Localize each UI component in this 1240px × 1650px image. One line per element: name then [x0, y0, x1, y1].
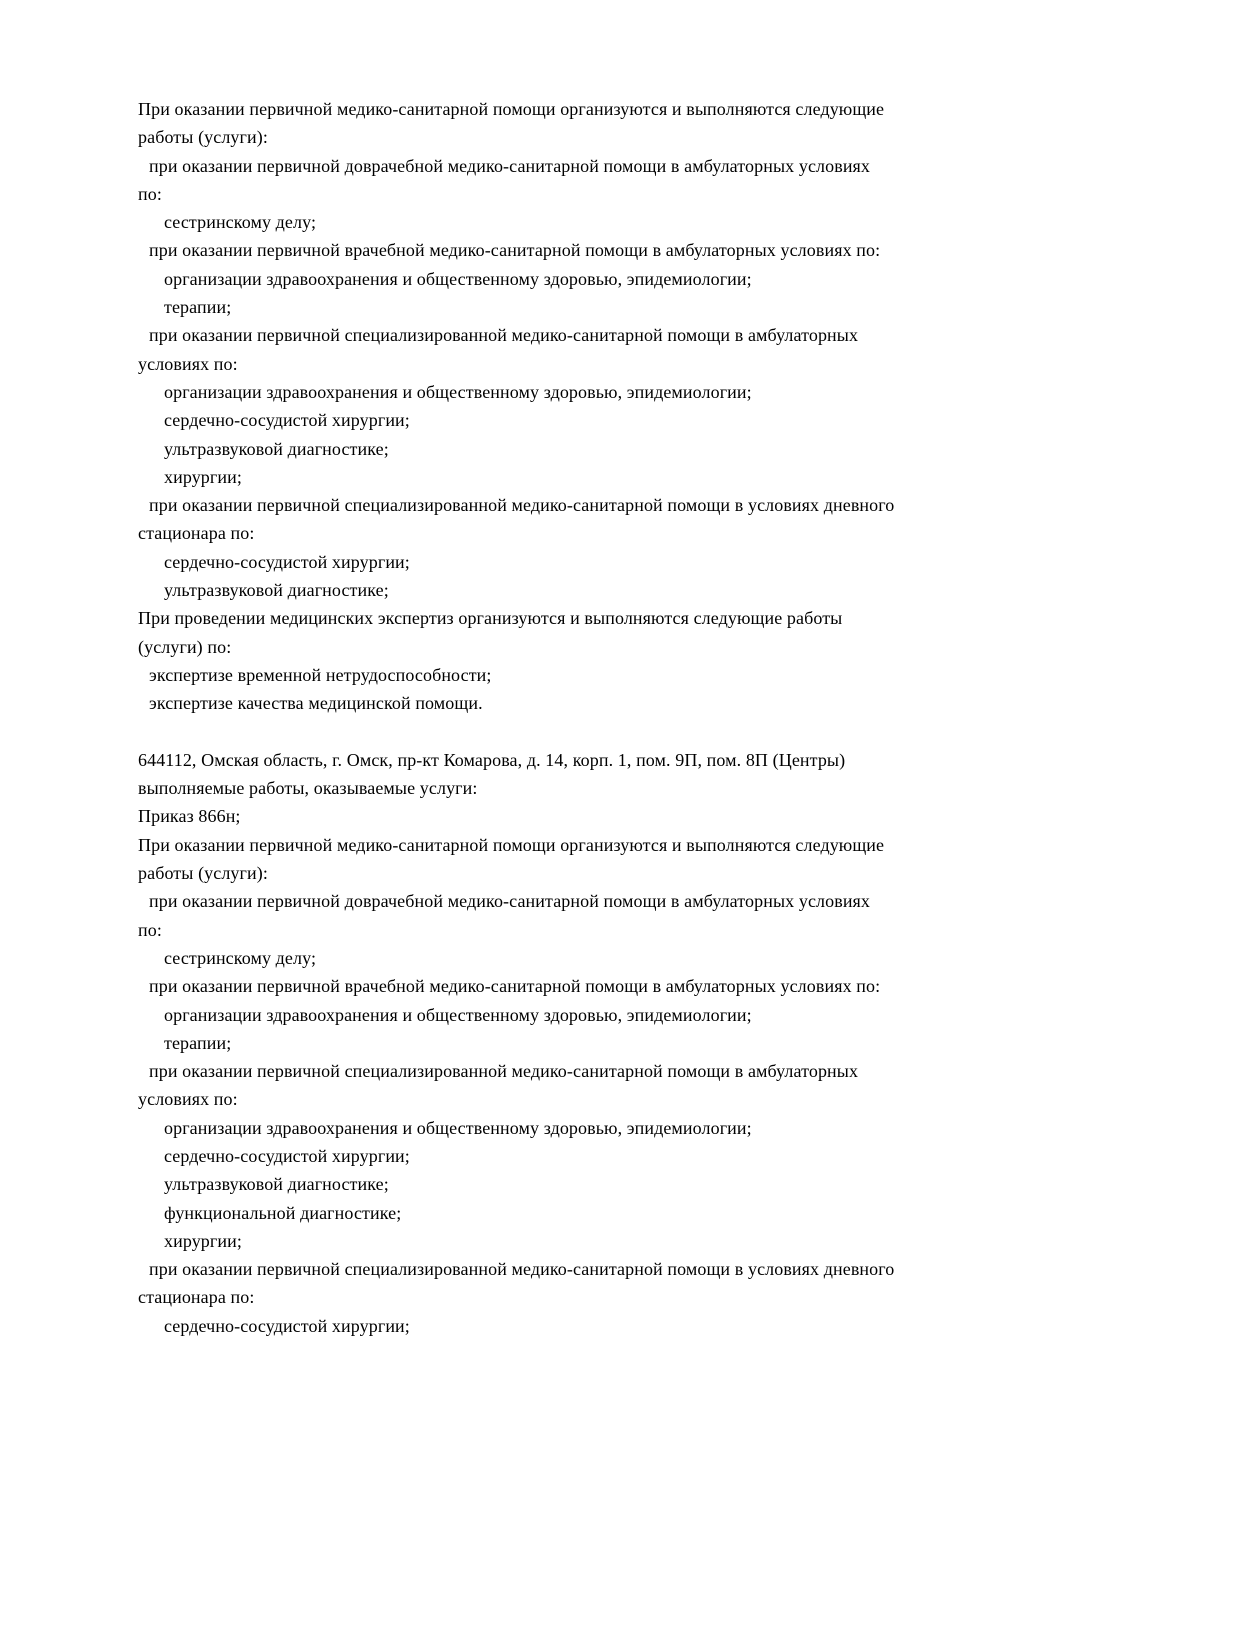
text-line: организации здравоохранения и общественному здоровью, эпидемиологии; — [164, 381, 752, 402]
text-line: 644112, Омская область, г. Омск, пр-кт Комарова, д. 14, корп. 1, пом. 9П, пом. 8П (Центры) — [138, 749, 846, 770]
text-line: сердечно-сосудистой хирургии; — [164, 410, 410, 431]
text-line: Приказ 866н; — [138, 806, 241, 827]
text-line: хирургии; — [164, 466, 242, 487]
text-line: сердечно-сосудистой хирургии; — [164, 1315, 410, 1336]
text-line: ультразвуковой диагностике; — [164, 438, 389, 459]
text-line: при оказании первичной специализированной медико-санитарной помощи в условиях дневного — [149, 1259, 895, 1280]
text-line: (услуги) по: — [138, 636, 232, 657]
text-line: по: — [138, 183, 162, 204]
text-line: сестринскому делу; — [164, 212, 317, 233]
text-line: ультразвуковой диагностике; — [164, 1174, 389, 1195]
text-line: экспертизе временной нетрудоспособности; — [149, 664, 492, 685]
text-line: работы (услуги): — [138, 127, 268, 148]
text-line: при оказании первичной доврачебной медико-санитарной помощи в амбулаторных условиях — [149, 891, 871, 912]
text-line: При оказании первичной медико-санитарной помощи организуются и выполняются следующие — [138, 99, 885, 119]
text-line: При оказании первичной медико-санитарной помощи организуются и выполняются следующие — [138, 834, 885, 855]
text-line: по: — [138, 919, 162, 940]
text-line: при оказании первичной врачебной медико-санитарной помощи в амбулаторных условиях по: — [149, 976, 881, 997]
text-line: организации здравоохранения и общественному здоровью, эпидемиологии; — [164, 1004, 752, 1025]
text-line: сердечно-сосудистой хирургии; — [164, 1145, 410, 1166]
text-line: при оказании первичной доврачебной медико-санитарной помощи в амбулаторных условиях — [149, 155, 871, 176]
text-line: при оказании первичной специализированной медико-санитарной помощи в амбулаторных — [149, 1061, 859, 1082]
text-line: при оказании первичной специализированной медико-санитарной помощи в амбулаторных — [149, 325, 859, 346]
text-line: При проведении медицинских экспертиз организуются и выполняются следующие работы — [138, 608, 843, 629]
text-line: хирургии; — [164, 1230, 242, 1251]
text-line: стационара по: — [138, 1287, 255, 1308]
blank-line — [138, 718, 1120, 746]
text-line: сердечно-сосудистой хирургии; — [164, 551, 410, 572]
text-line: сестринскому делу; — [164, 947, 317, 968]
text-line: условиях по: — [138, 1089, 238, 1110]
text-line: условиях по: — [138, 353, 238, 374]
text-line: экспертизе качества медицинской помощи. — [149, 693, 483, 714]
text-line: функциональной диагностике; — [164, 1202, 402, 1223]
text-line: терапии; — [164, 1032, 232, 1053]
text-line: организации здравоохранения и общественному здоровью, эпидемиологии; — [164, 268, 752, 289]
text-line: выполняемые работы, оказываемые услуги: — [138, 778, 478, 799]
text-line: при оказании первичной специализированной медико-санитарной помощи в условиях дневного — [149, 495, 895, 516]
text-line: организации здравоохранения и общественному здоровью, эпидемиологии; — [164, 1117, 752, 1138]
document-text-block — [138, 95, 1120, 1340]
text-line: ультразвуковой диагностике; — [164, 580, 389, 601]
text-line: при оказании первичной врачебной медико-санитарной помощи в амбулаторных условиях по: — [149, 240, 881, 261]
text-line: терапии; — [164, 297, 232, 318]
text-line: работы (услуги): — [138, 863, 268, 884]
text-line: стационара по: — [138, 523, 255, 544]
